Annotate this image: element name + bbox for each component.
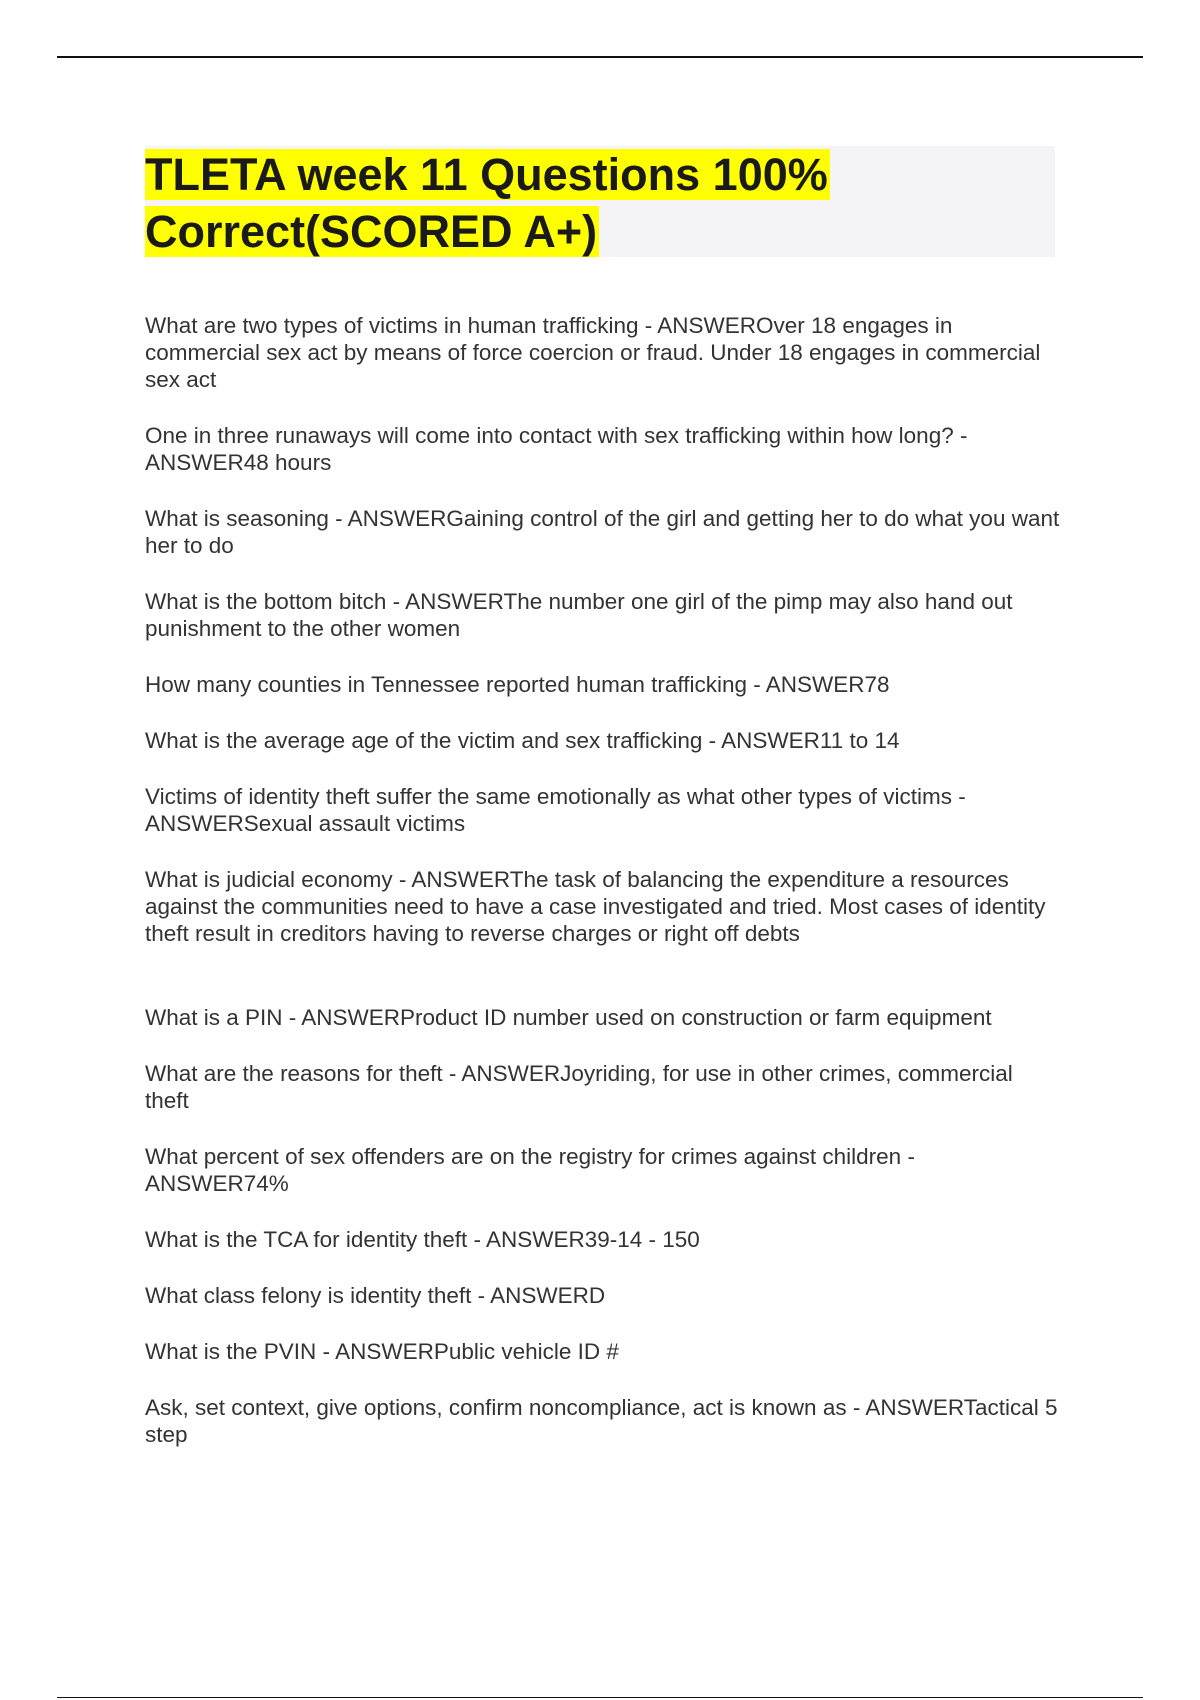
- document-title: [145, 146, 1055, 260]
- title-block: [145, 146, 1055, 257]
- bottom-horizontal-rule: [57, 1697, 1143, 1698]
- qa-item: How many counties in Tennessee reported human trafficking - ANSWER78: [145, 672, 890, 697]
- qa-item: What is the TCA for identity theft - ANSWER39-14 - 150: [145, 1227, 700, 1252]
- qa-item: Victims of identity theft suffer the same emotionally as what other types of victims - ANSWERSexual assault victims: [145, 784, 966, 836]
- qa-item: One in three runaways will come into contact with sex trafficking within how long? - ANSWER48 hours: [145, 423, 968, 475]
- qa-item: What is the PVIN - ANSWERPublic vehicle ID #: [145, 1339, 619, 1364]
- qa-item: What are the reasons for theft - ANSWERJoyriding, for use in other crimes, commercial theft: [145, 1061, 1013, 1113]
- question-answer-list: [145, 312, 1060, 1477]
- qa-item: Ask, set context, give options, confirm noncompliance, act is known as - ANSWERTactical 5 step: [145, 1395, 1058, 1447]
- qa-item: What is seasoning - ANSWERGaining control of the girl and getting her to do what you want her to do: [145, 506, 1060, 558]
- qa-item: What is a PIN - ANSWERProduct ID number used on construction or farm equipment: [145, 1005, 992, 1030]
- qa-item: What percent of sex offenders are on the registry for crimes against children - ANSWER74%: [145, 1144, 915, 1196]
- qa-item: What class felony is identity theft - ANSWERD: [145, 1283, 606, 1308]
- qa-item: What is the average age of the victim and sex trafficking - ANSWER11 to 14: [145, 728, 900, 753]
- top-horizontal-rule: [57, 56, 1143, 58]
- qa-item: What is the bottom bitch - ANSWERThe number one girl of the pimp may also hand out punishment to the other women: [145, 589, 1013, 641]
- qa-item: What are two types of victims in human trafficking - ANSWEROver 18 engages in commercial sex act by means of force coercion or fraud. Under 18 engages in commercial sex act: [145, 313, 1041, 392]
- document-title-highlight: TLETA week 11 Questions 100% Correct(SCORED A+): [145, 149, 828, 257]
- qa-item: What is judicial economy - ANSWERThe task of balancing the expenditure a resources against the communities need to have a case investigated and tried. Most cases of identity theft result in creditors having to reverse charges or right off debts: [145, 867, 1046, 946]
